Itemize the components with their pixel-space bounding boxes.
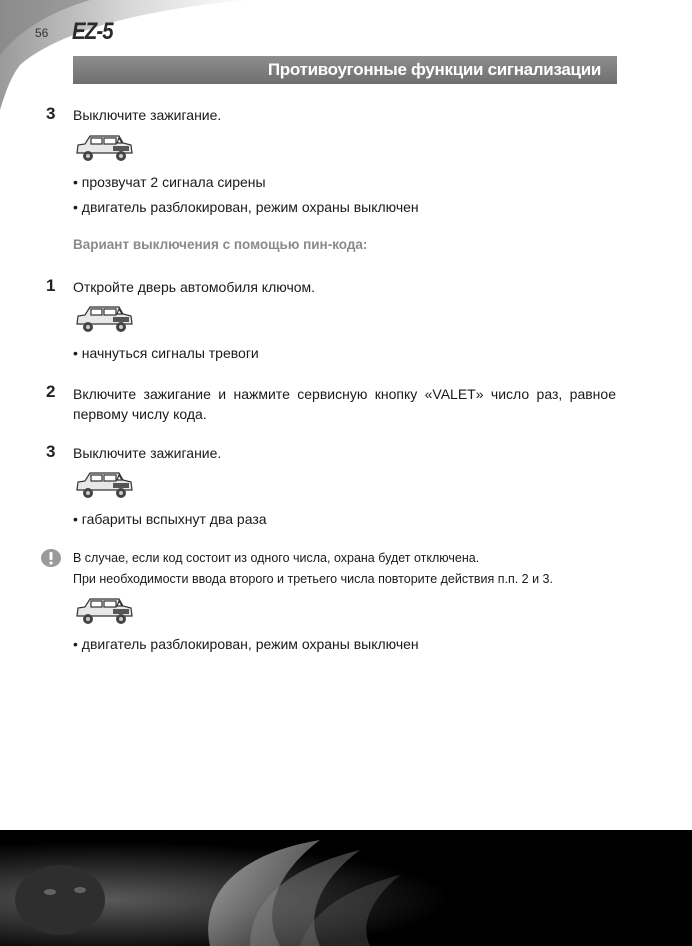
note-text: В случае, если код состоит из одного числа, охрана будет отключена.: [73, 551, 480, 565]
brand-logo: EZ-5: [72, 18, 113, 45]
suv-car-icon: [73, 302, 135, 336]
result-line: • габариты вспыхнут два раза: [73, 511, 267, 527]
result-line: • начнуться сигналы тревоги: [73, 345, 259, 361]
footer-panther-image: [0, 830, 692, 946]
suv-car-icon: [73, 468, 135, 502]
step-instruction: Откройте дверь автомобиля ключом.: [73, 279, 316, 295]
suv-car-icon: [73, 131, 135, 165]
note-text: При необходимости ввода второго и третьего числа повторите действия п.п. 2 и 3.: [73, 572, 553, 586]
step-number: 3: [46, 104, 56, 123]
step-instruction: Выключите зажигание.: [73, 445, 222, 461]
step-instruction: Выключите зажигание.: [73, 107, 222, 123]
pin-code-subheading: Вариант выключения с помощью пин-кода:: [73, 237, 368, 252]
suv-car-icon: [73, 594, 135, 628]
page-number: 56: [35, 26, 49, 40]
result-line: • прозвучат 2 сигнала сирены: [73, 174, 266, 190]
step-number: 1: [46, 276, 56, 295]
step-number: 2: [46, 382, 56, 401]
section-title: Противоугонные функции сигнализации: [267, 60, 601, 79]
result-line: • двигатель разблокирован, режим охраны выключен: [73, 636, 419, 652]
exclamation-note-icon: [40, 548, 62, 568]
step-number: 3: [46, 442, 56, 461]
section-title-bar: [73, 56, 617, 84]
result-line: • двигатель разблокирован, режим охраны выключен: [73, 199, 419, 215]
step-instruction: Включите зажигание и нажмите сервисную кнопку «VALET» число раз, равное первому числу кода.: [73, 386, 616, 422]
